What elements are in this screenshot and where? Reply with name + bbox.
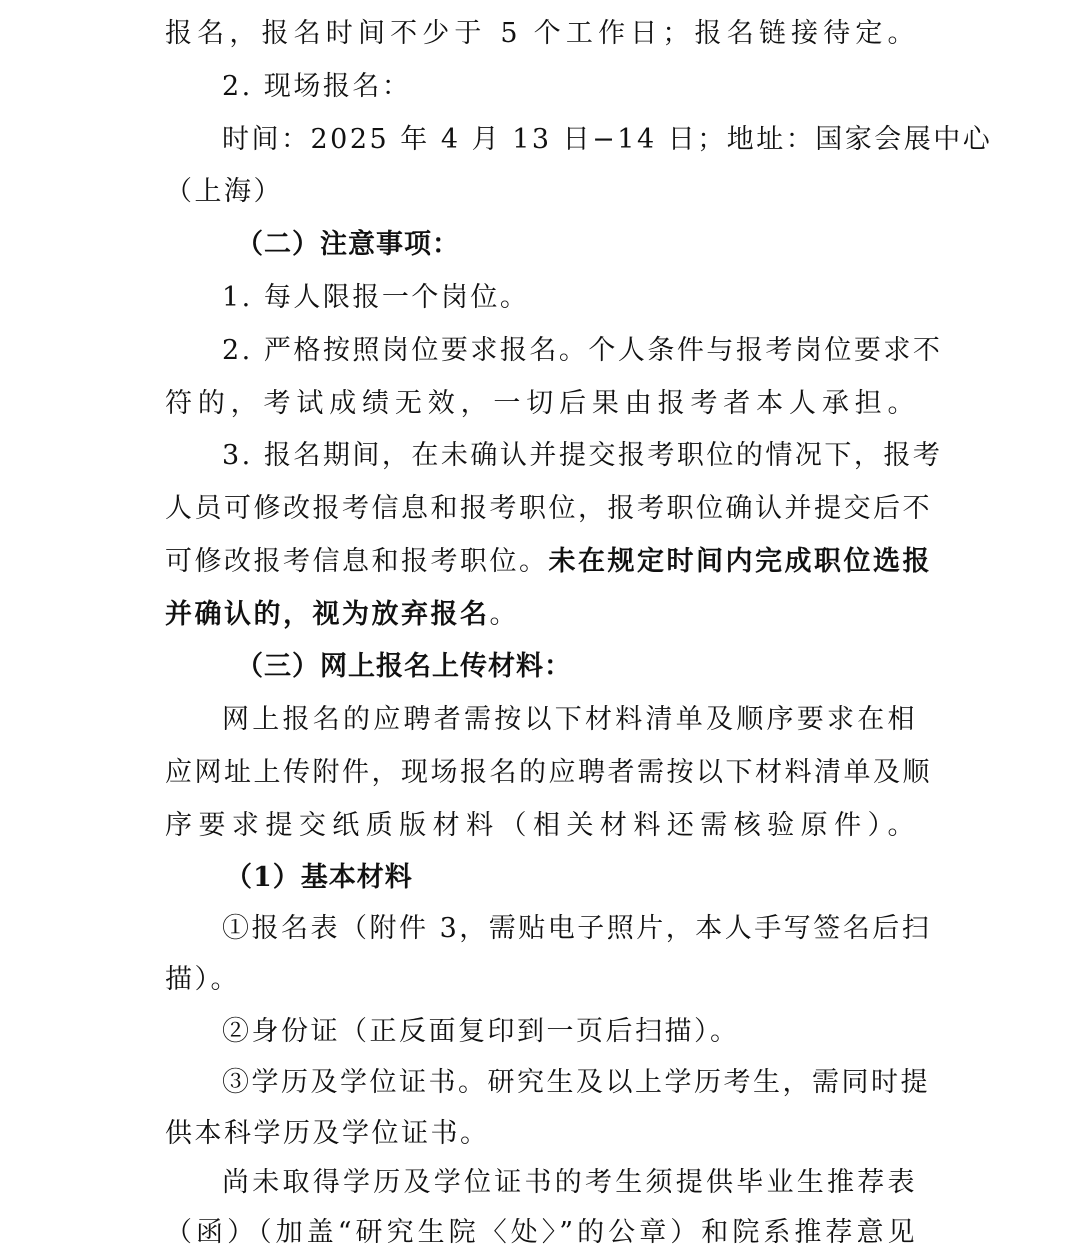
section-heading-notes: （二）注意事项： bbox=[236, 229, 460, 260]
subheading-basic-materials: （1）基本材料 bbox=[225, 862, 413, 893]
text-line-time-address: 时间：2025 年 4 月 13 日−14 日；地址：国家会展中心 bbox=[222, 124, 993, 155]
section-heading-upload-materials: （三）网上报名上传材料： bbox=[236, 651, 572, 682]
text-line-upload-2: 应网址上传附件，现场报名的应聘者需按以下材料清单及顺 bbox=[165, 757, 932, 788]
text-line-note-2a: 2. 严格按照岗位要求报名。个人条件与报考岗位要求不 bbox=[222, 335, 943, 366]
text-line-1: 报名，报名时间不少于 5 个工作日；报名链接待定。 bbox=[165, 18, 917, 49]
text-span-period: 。 bbox=[489, 599, 519, 630]
text-span-bold: 未在规定时间内完成职位选报 bbox=[548, 546, 932, 577]
text-line-item-3c: 尚未取得学历及学位证书的考生须提供毕业生推荐表 bbox=[222, 1167, 917, 1198]
text-line-note-3d bbox=[165, 595, 917, 635]
text-line-shanghai: （上海） bbox=[165, 176, 283, 207]
text-line-item-3d: （函）（加盖“研究生院〈处〉”的公章）和院系推荐意见 bbox=[165, 1217, 917, 1248]
text-line-item-1b: 描）。 bbox=[165, 964, 240, 995]
text-line-note-2b: 符的，考试成绩无效，一切后果由报考者本人承担。 bbox=[165, 388, 917, 419]
text-line-item-2: ②身份证（正反面复印到一页后扫描）。 bbox=[222, 1016, 740, 1047]
text-line-onsite-registration: 2. 现场报名： bbox=[222, 71, 412, 102]
text-line-item-3a: ③学历及学位证书。研究生及以上学历考生，需同时提 bbox=[222, 1067, 930, 1098]
text-line-note-3a: 3. 报名期间，在未确认并提交报考职位的情况下，报考 bbox=[222, 440, 943, 471]
text-line-upload-1: 网上报名的应聘者需按以下材料清单及顺序要求在相 bbox=[222, 704, 917, 735]
text-span-normal: 可修改报考信息和报考职位。 bbox=[165, 546, 549, 577]
text-line-note-3b: 人员可修改报考信息和报考职位，报考职位确认并提交后不 bbox=[165, 493, 932, 524]
text-span-bold: 并确认的，视为放弃报名 bbox=[165, 599, 490, 630]
text-line-item-3b: 供本科学历及学位证书。 bbox=[165, 1118, 490, 1149]
text-line-note-3c bbox=[165, 542, 932, 582]
text-line-item-1a: ①报名表（附件 3，需贴电子照片，本人手写签名后扫 bbox=[222, 913, 932, 944]
text-line-upload-3: 序要求提交纸质版材料（相关材料还需核验原件）。 bbox=[165, 810, 917, 841]
text-line-note-1: 1. 每人限报一个岗位。 bbox=[222, 282, 530, 313]
